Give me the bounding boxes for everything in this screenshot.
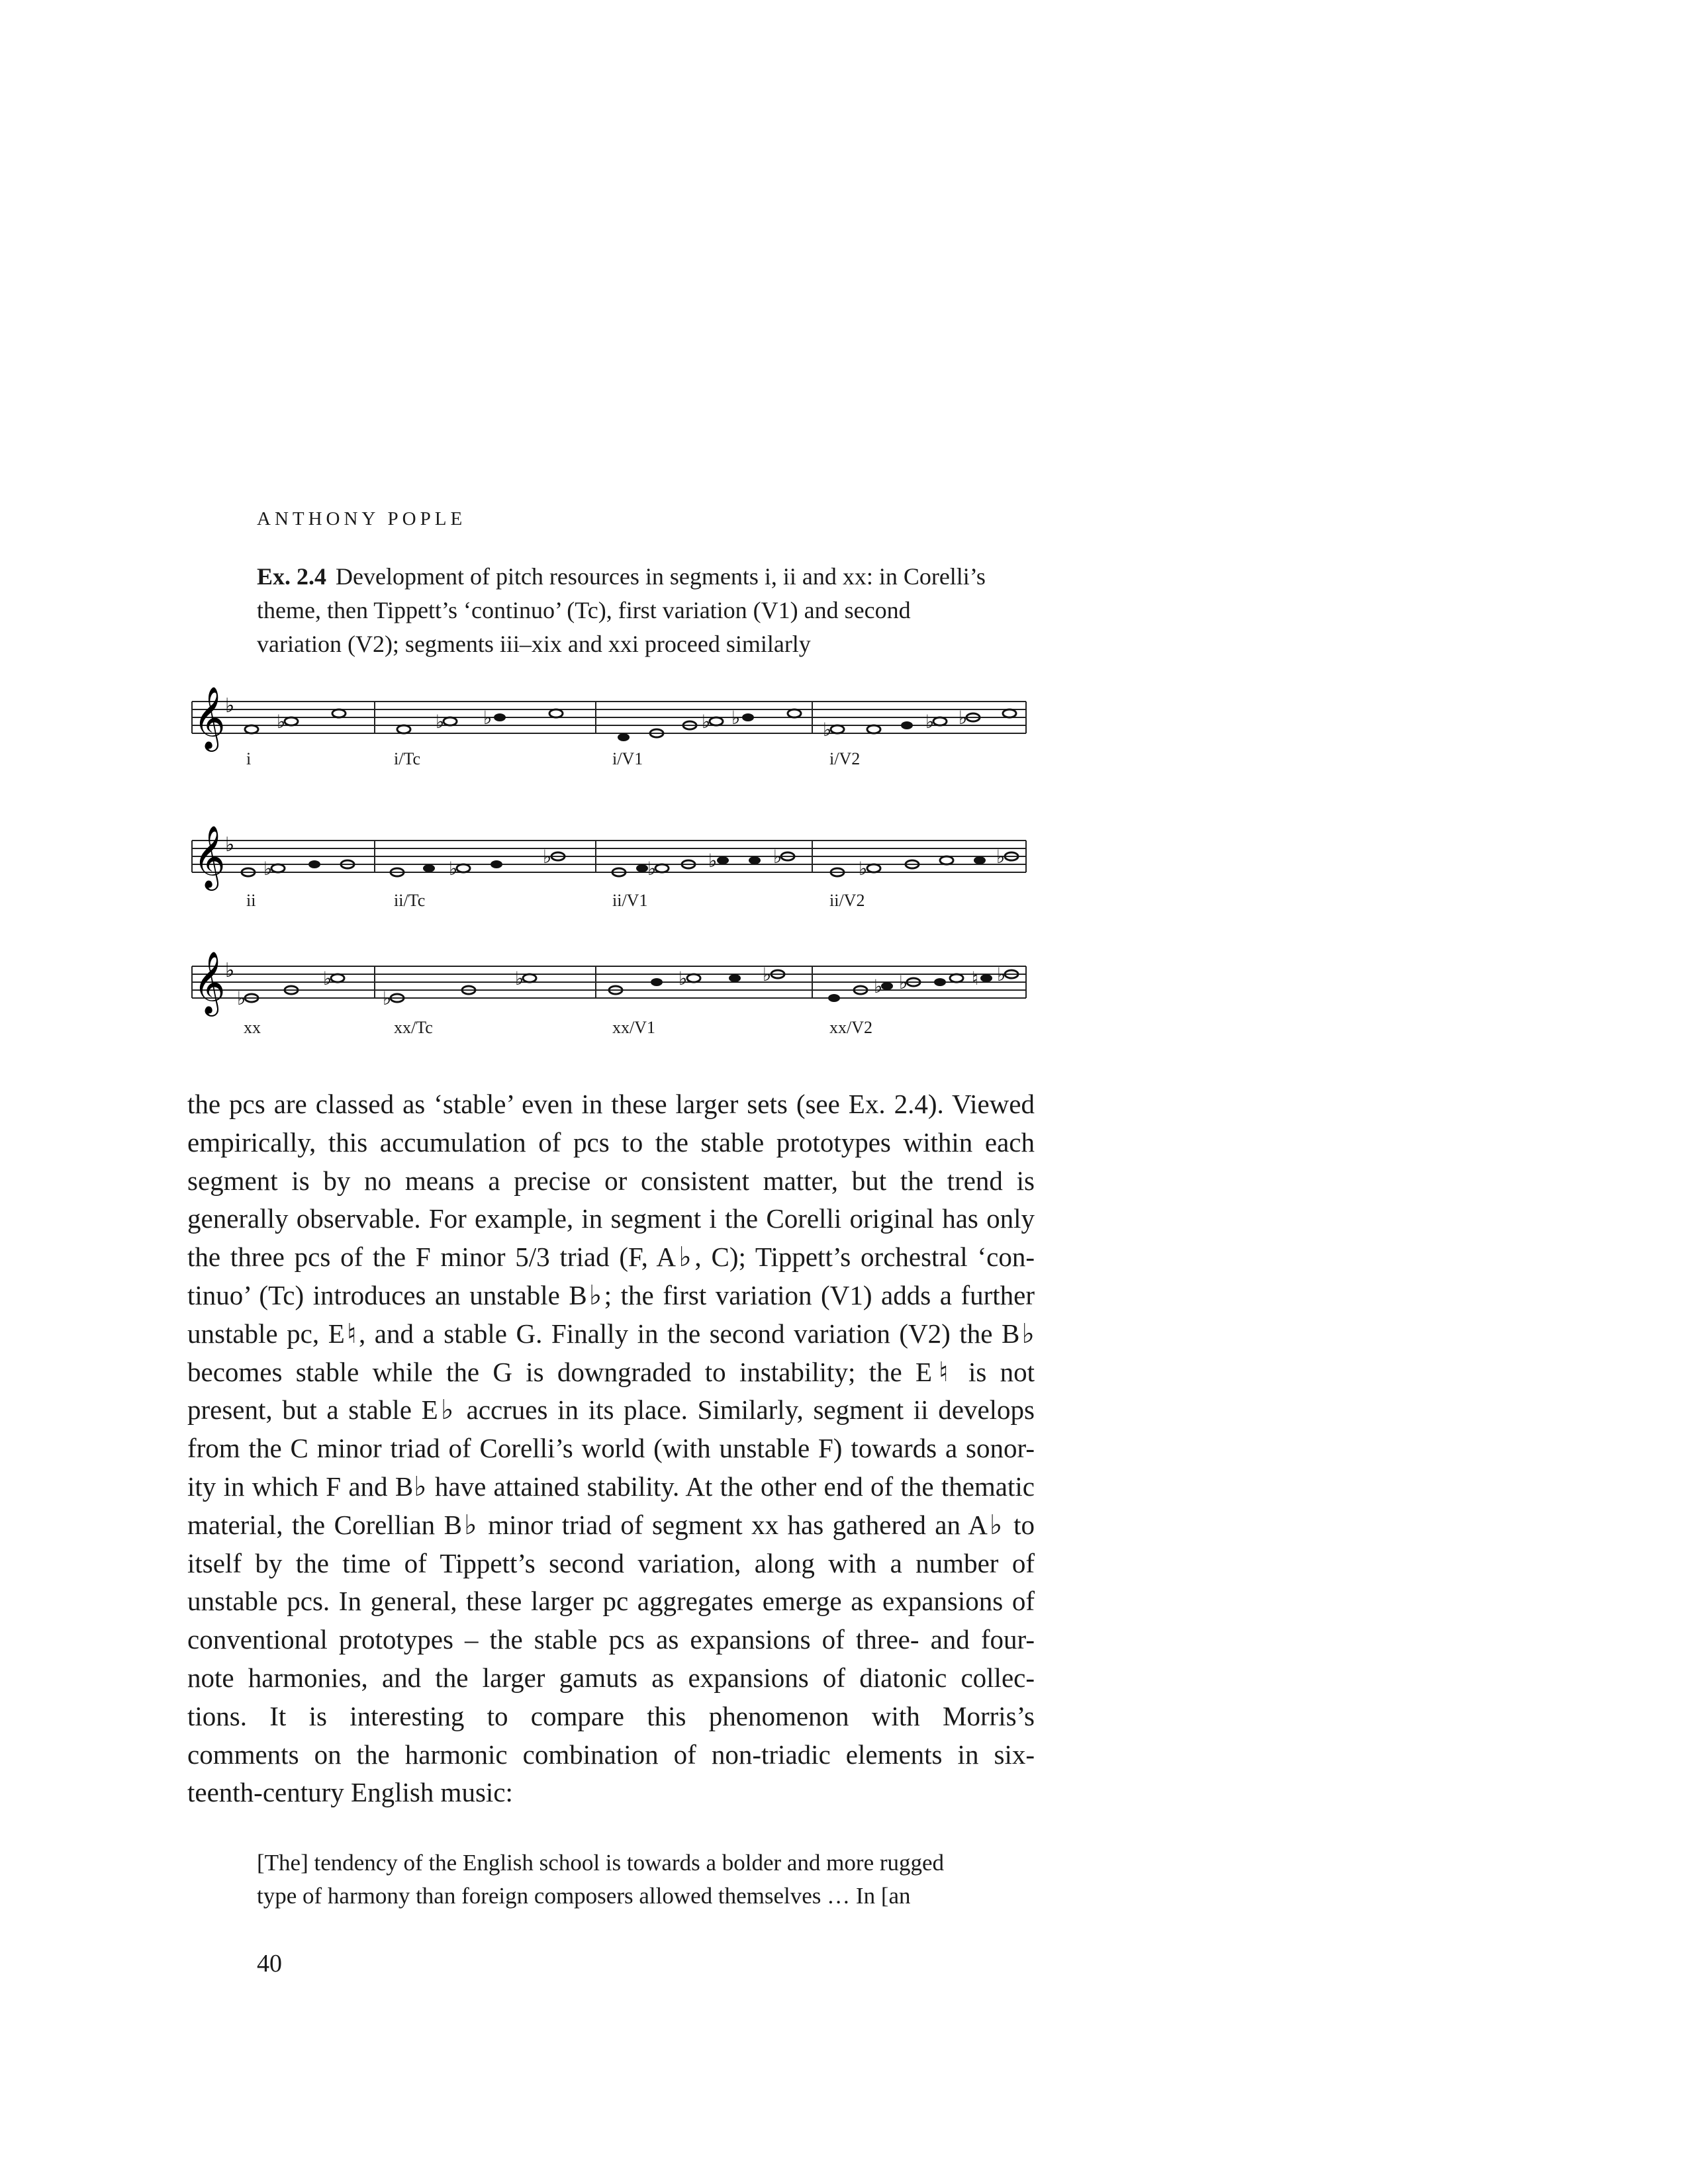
quote-line: type of harmony than foreign composers allowed themselves … In [an	[257, 1883, 911, 1909]
body-line: note harmonies, and the larger gamuts as expansions of diatonic collec-	[187, 1662, 1035, 1693]
svg-text:♭: ♭	[449, 858, 458, 880]
treble-clef-icon: 𝄞	[193, 686, 226, 749]
flat-key-signature-icon: ♭	[225, 694, 235, 717]
segment-label: i/Tc	[394, 749, 421, 768]
caption-label: Ex. 2.4	[257, 563, 327, 590]
body-line: unstable pc, E♮, and a stable G. Finally in the second variation (V2) the B♭	[187, 1318, 1035, 1349]
svg-text:♭: ♭	[859, 858, 868, 880]
body-line: tions. It is interesting to compare this phenomenon with Morris’s	[187, 1700, 1035, 1731]
body-paragraph	[187, 1085, 1035, 1812]
flat-key-signature-icon: ♭	[225, 959, 235, 982]
treble-clef-icon: 𝄞	[193, 951, 226, 1014]
segment-label: i/V1	[612, 749, 643, 768]
segment-label: xx/V2	[829, 1018, 872, 1037]
body-line: the pcs are classed as ‘stable’ even in these larger sets (see Ex. 2.4). Viewed	[187, 1089, 1035, 1119]
svg-text:♭: ♭	[323, 968, 332, 989]
segment-label: ii/V1	[612, 891, 648, 910]
segment-label: i/V2	[829, 749, 861, 768]
body-line: material, the Corellian B♭ minor triad of segment xx has gathered an A♭ to	[187, 1509, 1035, 1540]
segment-label: xx/V1	[612, 1018, 655, 1037]
svg-text:♭: ♭	[647, 858, 657, 880]
body-line: from the C minor triad of Corelli’s world (with unstable F) towards a sonor-	[187, 1433, 1035, 1464]
svg-text:♭: ♭	[874, 976, 883, 997]
body-line: teenth-century English music:	[187, 1777, 513, 1808]
svg-text:♭: ♭	[436, 711, 445, 733]
quote-line: [The] tendency of the English school is towards a bolder and more rugged	[257, 1850, 945, 1876]
caption-line: Development of pitch resources in segments i, ii and xx: in Corelli’s	[336, 563, 986, 590]
flat-key-signature-icon: ♭	[225, 833, 235, 856]
svg-text:♭: ♭	[515, 968, 524, 989]
segment-label: ii/V2	[829, 891, 865, 910]
svg-text:♭: ♭	[763, 964, 772, 985]
svg-text:♭: ♭	[996, 846, 1006, 868]
body-line: empirically, this accumulation of pcs to the stable prototypes within each	[187, 1126, 1035, 1158]
segment-label: xx/Tc	[394, 1018, 433, 1037]
svg-text:♭: ♭	[899, 972, 908, 993]
svg-text:♮: ♮	[972, 968, 979, 989]
running-head: ANTHONY POPLE	[257, 508, 467, 529]
svg-text:♭: ♭	[702, 711, 711, 733]
segment-label: ii/Tc	[394, 891, 426, 910]
svg-text:♭: ♭	[237, 987, 246, 1009]
svg-text:♭: ♭	[773, 846, 782, 868]
svg-text:♭: ♭	[277, 711, 286, 733]
body-line: tinuo’ (Tc) introduces an unstable B♭; the first variation (V1) adds a further	[187, 1279, 1035, 1310]
body-line: itself by the time of Tippett’s second variation, along with a number of	[187, 1547, 1035, 1578]
svg-text:♭: ♭	[263, 858, 273, 880]
body-line: ity in which F and B♭ have attained stability. At the other end of the thematic	[187, 1471, 1035, 1502]
svg-text:♭: ♭	[731, 707, 741, 729]
svg-text:♭: ♭	[383, 987, 392, 1009]
svg-text:♭: ♭	[997, 964, 1006, 985]
block-quote	[257, 1846, 1038, 1913]
svg-text:♭: ♭	[543, 846, 552, 868]
segment-label: ii	[246, 891, 256, 910]
body-line: segment is by no means a precise or consistent matter, but the trend is	[187, 1165, 1035, 1196]
body-line: present, but a stable E♭ accrues in its place. Similarly, segment ii develops	[187, 1394, 1035, 1426]
svg-text:♭: ♭	[679, 968, 688, 989]
svg-text:♭: ♭	[483, 707, 492, 729]
caption-line: theme, then Tippett’s ‘continuo’ (Tc), first variation (V1) and second	[257, 597, 911, 623]
body-line: generally observable. For example, in segment i the Corelli original has only	[187, 1203, 1035, 1234]
segment-label: i	[246, 749, 252, 768]
body-line: the three pcs of the F minor 5/3 triad (F, A♭, C); Tippett’s orchestral ‘con-	[187, 1242, 1035, 1273]
page-number: 40	[257, 1950, 282, 1978]
svg-text:♭: ♭	[925, 711, 935, 733]
svg-text:♭: ♭	[959, 707, 968, 729]
treble-clef-icon: 𝄞	[193, 825, 226, 888]
body-line: comments on the harmonic combination of non-triadic elements in six-	[187, 1739, 1035, 1770]
body-line: conventional prototypes – the stable pcs as expansions of three- and four-	[187, 1624, 1035, 1655]
body-line: becomes stable while the G is downgraded to instability; the E♮ is not	[187, 1356, 1035, 1387]
example-caption	[257, 560, 1038, 661]
segment-label: xx	[244, 1018, 261, 1037]
body-line: unstable pcs. In general, these larger pc aggregates emerge as expansions of	[187, 1586, 1035, 1617]
svg-text:♭: ♭	[708, 850, 718, 872]
caption-line: variation (V2); segments iii–xix and xxi proceed similarly	[257, 631, 811, 657]
svg-text:♭: ♭	[823, 719, 832, 741]
